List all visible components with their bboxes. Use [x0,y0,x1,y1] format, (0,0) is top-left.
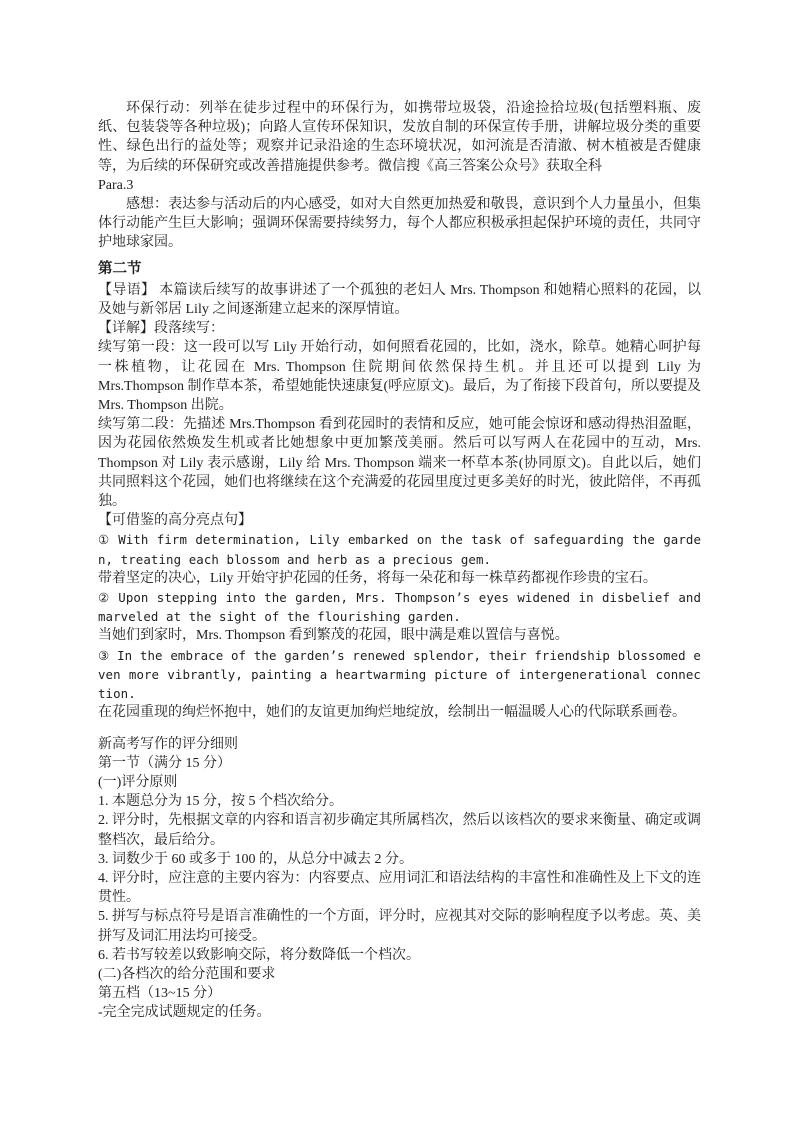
paragraph: 当她们到家时，Mrs. Thompson 看到繁茂的花园，眼中满是难以置信与喜悦。 [98,628,569,644]
paragraph: (二)各档次的给分范围和要求 [98,966,276,982]
highlight-sentence: ③ In the embrace of the garden’s renewed splendor, their friendship blossomed even more vibrantly, painting a heartwarming picture of intergenerational connection. [98,647,701,702]
paragraph: 带着坚定的决心，Lily 开始守护花园的任务，将每一朵花和每一株草药都视作珍贵的宝石。 [98,570,657,586]
paragraph: 【导语】 本篇读后续写的故事讲述了一个孤独的老妇人 Mrs. Thompson 和她精心照料的花园，以及她与新邻居 Lily 之间逐渐建立起来的深厚情谊。 [98,282,701,318]
paragraph: 环保行动：列举在徒步过程中的环保行为，如携带垃圾袋，沿途捡拾垃圾(包括塑料瓶、废纸、包装袋等各种垃圾)；向路人宣传环保知识，发放自制的环保宣传手册，讲解垃圾分类的重要性、绿色出行的益处等；观察并记录沿途的生态环境状况，如河流是否清澈、树木植被是否健康等，为后续的环保研究或改善措施提供参考。微信搜《高三答案公众号》获取全科 [98,101,701,174]
paragraph: 2. 评分时，先根据文章的内容和语言初步确定其所属档次，然后以该档次的要求来衡量、确定或调整档次，最后给分。 [98,813,701,848]
paragraph: 【详解】段落续写： [98,321,224,337]
paragraph: 第一节（满分 15 分） [98,755,231,771]
paragraph: (一)评分原则 [98,774,178,790]
paragraph: -完全完成试题规定的任务。 [98,1005,271,1021]
section-heading: 第二节 [98,260,142,277]
paragraph: 1. 本题总分为 15 分，按 5 个档次给分。 [98,794,343,810]
highlight-sentence: ② Upon stepping into the garden, Mrs. Thompson’s eyes widened in disbelief and marveled at the sight of the flourishing garden. [98,590,701,625]
paragraph: 4. 评分时，应注意的主要内容为：内容要点、应用词汇和语法结构的丰富性和准确性及上下文的连贯性。 [98,870,701,906]
paragraph: 6. 若书写较差以致影响交际，将分数降低一个档次。 [98,947,420,963]
paragraph: 3. 词数少于 60 或多于 100 的，从总分中减去 2 分。 [98,851,413,867]
paragraph: 5. 拼写与标点符号是语言准确性的一个方面，评分时，应视其对交际的影响程度予以考虑。英、美拼写及词汇用法均可接受。 [98,909,701,944]
paragraph: 续写第二段：先描述 Mrs.Thompson 看到花园时的表情和反应，她可能会惊讶和感动得热泪盈眶，因为花园依然焕发生机或者比她想象中更加繁茂美丽。然后可以写两人在花园中的互动，Mrs. Thompson 对 Lily 表示感谢，Lily 给 Mrs. Thompson 端来一杯草本茶(协同原文)。自此以后，她们共同照料这个花园，她们也将继续在这个充满爱的花园里度过更多美好的时光，彼此陪伴，不再孤独。 [98,417,701,510]
document-body [98,99,701,1023]
paragraph: Para.3 [98,177,134,193]
highlight-sentence: ① With firm determination, Lily embarked on the task of safeguarding the garden, treating each blossom and herb as a precious gem. [98,532,701,567]
rubric-title: 新高考写作的评分细则 [98,736,238,752]
paragraph: 【可借鉴的高分亮点句】 [98,513,252,529]
paragraph: 第五档（13~15 分） [98,986,222,1002]
paragraph: 在花园重现的绚烂怀抱中，她们的友谊更加绚烂地绽放，绘制出一幅温暖人心的代际联系画卷。 [98,705,686,721]
paragraph: 感想：表达参与活动后的内心感受，如对大自然更加热爱和敬畏，意识到个人力量虽小，但集体行动能产生巨大影响；强调环保需要持续努力，每个人都应积极承担起保护环境的责任，共同守护地球家园。 [98,197,701,251]
paragraph: 续写第一段：这一段可以写 Lily 开始行动，如何照看花园的，比如，浇水，除草。她精心呵护每一株植物，让花园在 Mrs. Thompson 住院期间依然保持生机。并且还可以提到 Lily 为 Mrs.Thompson 制作草本茶，希望她能快速康复(呼应原文)。最后，为了衔接下段首句，所以要提及 Mrs. Thompson 出院。 [98,340,701,414]
